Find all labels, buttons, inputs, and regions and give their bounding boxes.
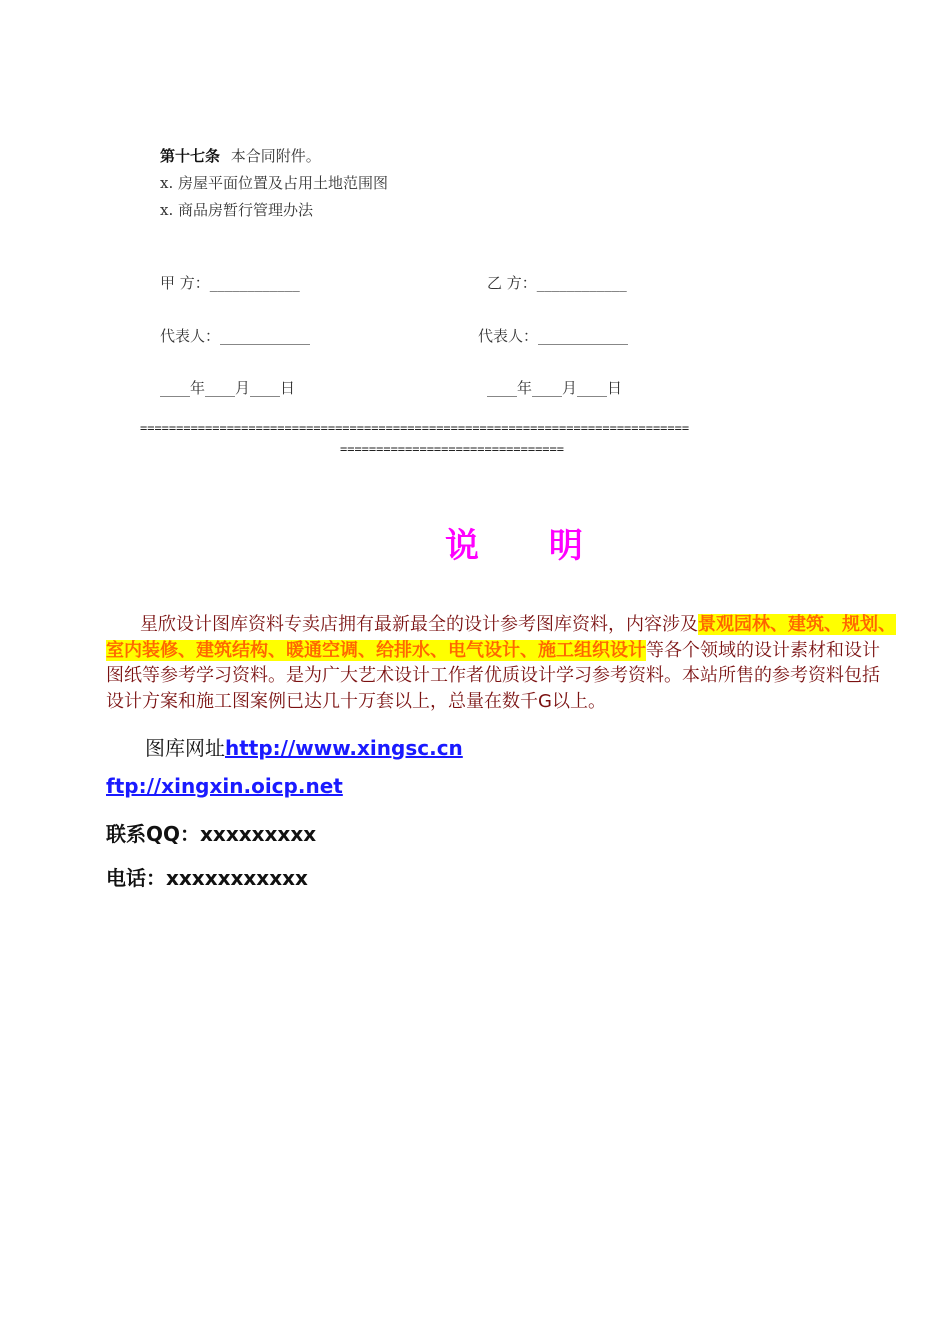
notice-para-end: 等各个领域的设计素材和设计图纸等参考学习资料。是为广大艺术设计工作者优质设计学习参考资料。本站所售的参考资料包括设计方案和施工图案例已达几十万套以上，总量在数千G以上。 <box>106 639 880 712</box>
notice-title <box>445 518 583 567</box>
ftp-link[interactable]: ftp://xingxin.oicp.net <box>106 774 343 798</box>
attachment-item-1: x. 房屋平面位置及占用土地范围图 <box>160 174 388 192</box>
phone-value: xxxxxxxxxxx <box>166 866 308 890</box>
qq-value: xxxxxxxxx <box>200 822 317 846</box>
article-heading-line <box>160 145 321 166</box>
attachment-item-2: x. 商品房暂行管理办法 <box>160 201 313 219</box>
date-a-field: ____年____月____日 <box>160 379 296 397</box>
phone-label: 电话： <box>106 866 166 890</box>
qq-line <box>106 818 316 847</box>
rep-b-field: 代表人：____________ <box>478 327 629 345</box>
qq-label: 联系QQ： <box>106 822 201 846</box>
notice-para-start: 星欣设计图库资料专卖店拥有最新最全的设计参考图库资料，内容涉及 <box>140 614 698 635</box>
website-label: 图库网址 <box>145 736 225 760</box>
notice-title-left: 说 <box>445 526 479 566</box>
website-link[interactable]: http://www.xingsc.cn <box>225 736 463 760</box>
notice-para-highlight: 景观园林、建筑、规划、室内装修、建筑结构、暖通空调、给排水、电气设计、施工组织设计 <box>106 614 896 661</box>
ftp-line <box>106 774 343 798</box>
article-number: 第十七条 <box>160 147 221 165</box>
rep-a-field: 代表人：____________ <box>160 327 311 345</box>
notice-title-right: 明 <box>548 526 583 566</box>
date-b-field: ____年____月____日 <box>487 379 623 397</box>
website-line <box>145 732 463 761</box>
article-title: 本合同附件。 <box>230 147 321 165</box>
separator-line-1: ============================================================================ <box>140 421 690 435</box>
phone-line <box>106 862 308 891</box>
notice-paragraph <box>106 612 896 714</box>
party-a-field: 甲 方：____________ <box>160 274 300 292</box>
separator-line-2: =============================== <box>340 442 564 456</box>
party-b-field: 乙 方：____________ <box>487 274 627 292</box>
